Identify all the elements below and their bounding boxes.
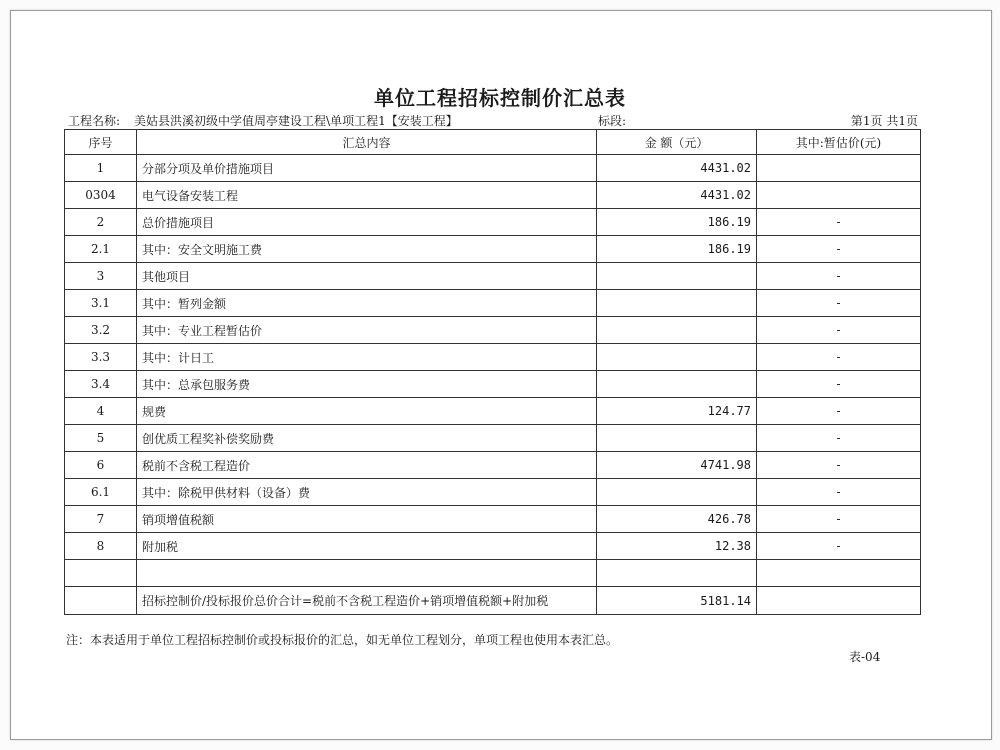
project-label: 工程名称: — [68, 114, 121, 128]
row-provisional: - — [757, 263, 921, 290]
table-row — [65, 479, 921, 506]
row-content: 总价措施项目 — [137, 209, 597, 236]
row-amount — [597, 290, 757, 317]
table-row — [65, 317, 921, 344]
table-row — [65, 344, 921, 371]
row-content: 税前不含税工程造价 — [137, 452, 597, 479]
row-seq: 2 — [65, 209, 137, 236]
table-row — [65, 209, 921, 236]
row-amount: 4431.02 — [597, 155, 757, 182]
column-header-provisional: 其中:暂估价(元) — [757, 130, 921, 155]
row-provisional: - — [757, 398, 921, 425]
row-content: 规费 — [137, 398, 597, 425]
total-row — [65, 587, 921, 615]
table-row — [65, 506, 921, 533]
row-seq: 3.1 — [65, 290, 137, 317]
row-amount: 426.78 — [597, 506, 757, 533]
row-provisional — [757, 182, 921, 209]
project-name: 美姑县洪溪初级中学值周亭建设工程\单项工程1【安装工程】 — [134, 114, 458, 128]
row-amount: 124.77 — [597, 398, 757, 425]
row-amount — [597, 479, 757, 506]
table-row — [65, 371, 921, 398]
table-row — [65, 425, 921, 452]
row-seq: 6.1 — [65, 479, 137, 506]
row-content: 电气设备安装工程 — [137, 182, 597, 209]
row-content: 附加税 — [137, 533, 597, 560]
row-amount — [597, 263, 757, 290]
project-info — [68, 114, 458, 128]
row-provisional — [757, 560, 921, 587]
table-row — [65, 236, 921, 263]
row-provisional: - — [757, 317, 921, 344]
row-provisional: - — [757, 452, 921, 479]
row-amount: 186.19 — [597, 236, 757, 263]
total-seq-cell — [65, 587, 137, 615]
table-row — [65, 263, 921, 290]
row-content: 其中：专业工程暂估价 — [137, 317, 597, 344]
table-row — [65, 452, 921, 479]
row-seq: 3.4 — [65, 371, 137, 398]
row-seq: 7 — [65, 506, 137, 533]
row-seq: 3.2 — [65, 317, 137, 344]
row-seq: 5 — [65, 425, 137, 452]
table-row — [65, 533, 921, 560]
row-provisional: - — [757, 371, 921, 398]
table-row — [65, 290, 921, 317]
row-content — [137, 560, 597, 587]
row-provisional: - — [757, 290, 921, 317]
row-amount — [597, 560, 757, 587]
row-content: 其中：安全文明施工费 — [137, 236, 597, 263]
row-provisional: - — [757, 506, 921, 533]
row-provisional: - — [757, 425, 921, 452]
table-header-row — [65, 130, 921, 155]
row-content: 分部分项及单价措施项目 — [137, 155, 597, 182]
footnote: 注：本表适用于单位工程招标控制价或投标报价的汇总，如无单位工程划分，单项工程也使用本表汇总。 — [66, 633, 619, 647]
row-content: 其中：计日工 — [137, 344, 597, 371]
summary-table — [64, 129, 921, 615]
row-provisional: - — [757, 533, 921, 560]
form-code: 表-04 — [849, 650, 881, 664]
row-seq: 8 — [65, 533, 137, 560]
column-header-amount: 金 额（元） — [597, 130, 757, 155]
row-seq: 6 — [65, 452, 137, 479]
document-title: 单位工程招标控制价汇总表 — [374, 86, 626, 110]
row-seq — [65, 560, 137, 587]
row-seq: 4 — [65, 398, 137, 425]
row-content: 其中：除税甲供材料（设备）费 — [137, 479, 597, 506]
section-label: 标段: — [598, 114, 627, 128]
row-seq: 2.1 — [65, 236, 137, 263]
page-info: 第1页 共1页 — [850, 114, 918, 128]
row-seq: 0304 — [65, 182, 137, 209]
row-content: 销项增值税额 — [137, 506, 597, 533]
row-seq: 3 — [65, 263, 137, 290]
table-row — [65, 398, 921, 425]
total-label: 招标控制价/投标报价总价合计=税前不含税工程造价+销项增值税额+附加税 — [137, 587, 597, 615]
row-amount: 4741.98 — [597, 452, 757, 479]
column-header-seq: 序号 — [65, 130, 137, 155]
row-amount — [597, 344, 757, 371]
row-amount — [597, 317, 757, 344]
table-row — [65, 155, 921, 182]
row-provisional: - — [757, 236, 921, 263]
row-provisional: - — [757, 479, 921, 506]
row-provisional: - — [757, 344, 921, 371]
row-provisional — [757, 155, 921, 182]
column-header-content: 汇总内容 — [137, 130, 597, 155]
row-content: 其中：暂列金额 — [137, 290, 597, 317]
table-row — [65, 182, 921, 209]
row-seq: 1 — [65, 155, 137, 182]
row-amount: 12.38 — [597, 533, 757, 560]
row-provisional: - — [757, 209, 921, 236]
table-row — [65, 560, 921, 587]
row-content: 创优质工程奖补偿奖励费 — [137, 425, 597, 452]
row-content: 其中：总承包服务费 — [137, 371, 597, 398]
row-seq: 3.3 — [65, 344, 137, 371]
row-amount — [597, 425, 757, 452]
row-content: 其他项目 — [137, 263, 597, 290]
total-amount: 5181.14 — [597, 587, 757, 615]
row-amount: 4431.02 — [597, 182, 757, 209]
row-amount — [597, 371, 757, 398]
total-provisional — [757, 587, 921, 615]
row-amount: 186.19 — [597, 209, 757, 236]
